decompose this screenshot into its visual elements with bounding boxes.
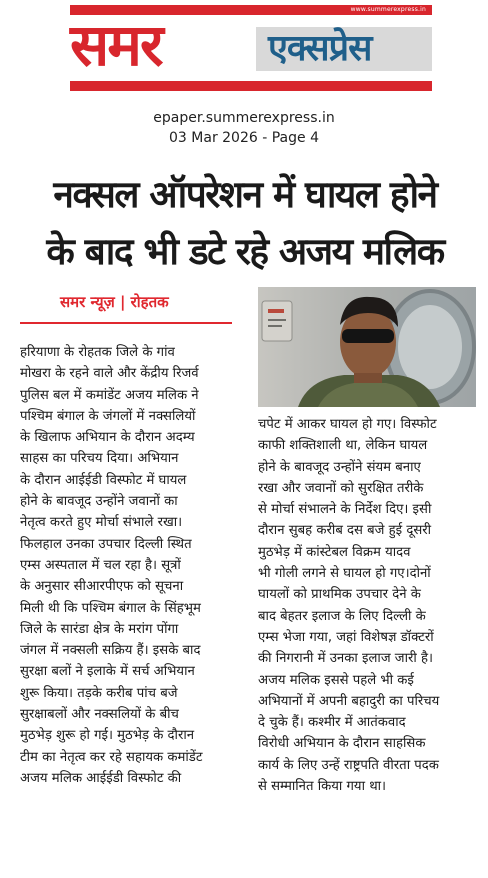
- portrait-photo: [258, 287, 476, 407]
- article-line: काफी शक्तिशाली था, लेकिन घायल: [258, 438, 428, 454]
- article-column-right: [258, 414, 478, 797]
- article-line: चपेट में आकर घायल हो गए। विस्फोट: [258, 417, 437, 432]
- article-line: से मोर्चा संभालने के निर्देश दिए। इसी: [258, 502, 432, 518]
- article-line: जंगल में नक्सली सक्रिय हैं। इसके बाद: [20, 643, 201, 659]
- news-photo: [258, 287, 476, 407]
- article-line: हरियाणा के रोहतक जिले के गांव: [20, 345, 175, 360]
- article-line: मोखरा के रहने वाले और केंद्रीय रिजर्व: [20, 366, 199, 382]
- article-line: पुलिस बल में कमांडेंट अजय मलिक ने: [20, 387, 199, 403]
- article-line: कार्य के लिए उन्हें राष्ट्रपति वीरता पदक: [258, 757, 439, 773]
- article-line: घायलों को प्राथमिक उपचार देने के: [258, 587, 421, 603]
- article-line: एम्स भेजा गया, जहां विशेषज्ञ डॉक्टरों: [258, 629, 434, 645]
- article-line: के खिलाफ अभियान के दौरान अदम्य: [20, 430, 195, 446]
- masthead-subname: एक्सप्रेस: [268, 28, 372, 69]
- article-line: पश्चिम बंगाल के जंगलों में नक्सलियों: [20, 408, 196, 424]
- article-column-left: [20, 342, 242, 789]
- masthead-name: समर: [70, 11, 162, 79]
- article-line: के अनुसार सीआरपीएफ को सूचना: [20, 579, 184, 595]
- byline-rule: [20, 322, 232, 324]
- article-line: सुरक्षाबलों और नक्सलियों के बीच: [20, 707, 179, 723]
- article-line: अजय मलिक इससे पहले भी कई: [258, 672, 414, 688]
- article-line: विरोधी अभियान के दौरान साहसिक: [258, 736, 426, 752]
- article-line: फिलहाल उनका उपचार दिल्ली स्थित: [20, 536, 192, 552]
- article-line: के दौरान आईईडी विस्फोट में घायल: [20, 472, 187, 488]
- article-line: साहस का परिचय दिया। अभियान: [20, 451, 179, 467]
- article-line: मुठभेड़ शुरू हो गई। मुठभेड़ के दौरान: [20, 728, 195, 744]
- headline: [12, 166, 478, 280]
- masthead-logo: [70, 5, 432, 93]
- article-line: सुरक्षा बलों ने इलाके में सर्च अभियान: [20, 664, 195, 680]
- masthead-bottom-bar: [70, 81, 432, 91]
- byline: समर न्यूज़ | रोहतक: [60, 293, 169, 311]
- article-line: अभियानों में अपनी बहादुरी का परिचय: [258, 693, 440, 709]
- article-line: जिले के सारंडा क्षेत्र के मरांग पोंगा: [20, 621, 179, 637]
- edition-date-page: 03 Mar 2026 - Page 4: [169, 130, 319, 146]
- article-line: की निगरानी में उनका इलाज जारी है।: [258, 651, 434, 667]
- article-line: नेतृत्व करते हुए मोर्चा संभाले रखा।: [20, 515, 183, 531]
- article-line: टीम का नेतृत्व कर रहे सहायक कमांडेंट: [20, 749, 203, 765]
- article-line: दौरान सुबह करीब दस बजे हुई दूसरी: [258, 523, 432, 539]
- article-line: अजय मलिक आईईडी विस्फोट की: [20, 770, 182, 786]
- article-line: बाद बेहतर इलाज के लिए दिल्ली के: [258, 608, 426, 624]
- article-line: मिली थी कि पश्चिम बंगाल के सिंहभूम: [20, 600, 201, 616]
- article-line: से सम्मानित किया गया था।: [258, 779, 387, 795]
- article-line: मुठभेड़ में कांस्टेबल विक्रम यादव: [258, 544, 411, 560]
- article-line: शुरू किया। तड़के करीब पांच बजे: [20, 685, 178, 701]
- article-line: होने के बावजूद उन्होंने संयम बनाए: [258, 459, 421, 475]
- headline-line-2: के बाद भी डटे रहे अजय मलिक: [46, 230, 444, 273]
- headline-line-1: नक्सल ऑपरेशन में घायल होने: [53, 173, 437, 216]
- article-line: एम्स अस्पताल में चल रहा है। सूत्रों: [20, 557, 181, 573]
- epaper-site: epaper.summerexpress.in: [153, 110, 335, 126]
- article-line: भी गोली लगने से घायल हो गए।दोनों: [258, 566, 431, 582]
- article-line: होने के बावजूद उन्होंने जवानों का: [20, 494, 178, 510]
- article-line: दे चुके हैं। कश्मीर में आतंकवाद: [258, 715, 406, 731]
- article-line: रखा और जवानों को सुरक्षित तरीके: [258, 480, 424, 496]
- masthead-url: www.summerexpress.in: [350, 6, 426, 13]
